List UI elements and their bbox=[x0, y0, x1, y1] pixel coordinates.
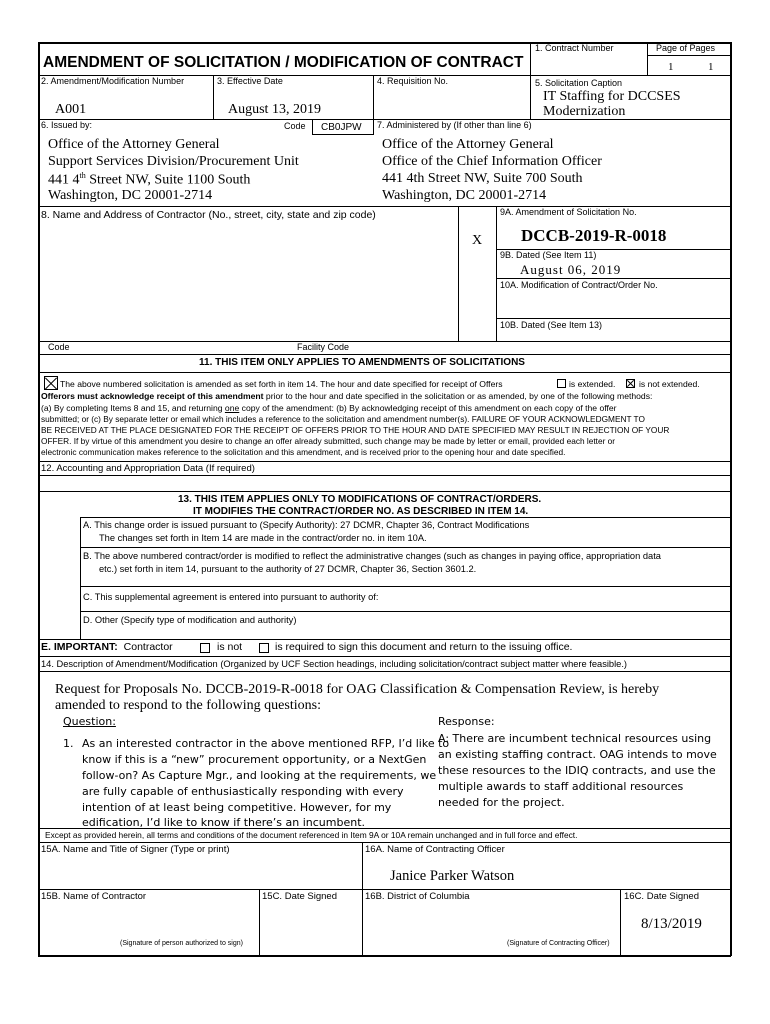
response-line5: needed for the project. bbox=[438, 796, 565, 809]
is-not-label: is not bbox=[217, 641, 243, 653]
item11-line6: OFFER. If by virtue of this amendment you desire to change an offer already submitted, such change may be made by letter or email, provided each letter or bbox=[41, 436, 616, 446]
is-required-label: is required to sign this document and return to the issuing office. bbox=[275, 641, 573, 653]
question-line3: follow-on? As Capture Mgr., and looking at the requirements, we bbox=[82, 769, 437, 782]
description-intro-line1: Request for Proposals No. DCCB-2019-R-0018 for OAG Classification & Compensation Review, is hereby bbox=[55, 682, 660, 697]
officer-date-label: 16C. Date Signed bbox=[624, 891, 699, 902]
response-line2: an existing staffing contract. OAG intends to move bbox=[438, 748, 717, 761]
question-line2: know if this is a “new” procurement opportunity, or a NextGen bbox=[82, 753, 427, 766]
is-not-extended-checkbox[interactable] bbox=[626, 379, 635, 388]
contractor-date-label: 15C. Date Signed bbox=[262, 891, 337, 902]
administered-by-label: 7. Administered by (If other than line 6) bbox=[377, 120, 532, 130]
dated-10b-label: 10B. Dated (See Item 13) bbox=[500, 320, 603, 330]
code-value: CB0JPW bbox=[321, 122, 362, 133]
item11-amended-checkbox[interactable] bbox=[44, 376, 58, 390]
facility-code-label: Facility Code bbox=[297, 342, 350, 352]
contractor-signature-caption: (Signature of person authorized to sign) bbox=[120, 940, 243, 947]
frame-left bbox=[38, 42, 40, 956]
item11-line5: BE RECEIVED AT THE PLACE DESIGNATED FOR THE RECEIPT OF OFFERS PRIOR TO THE HOUR AND DATE SPECIFIED MAY RESULT IN REJECTION OF YOUR bbox=[41, 425, 670, 435]
officer-date-value: 8/13/2019 bbox=[641, 916, 702, 932]
item13-a-line1: A. This change order is issued pursuant to (Specify Authority): 27 DCMR, Chapter 36, Contract Modifications bbox=[83, 520, 530, 530]
amendment-solicitation-label: 9A. Amendment of Solicitation No. bbox=[500, 207, 637, 217]
except-statement: Except as provided herein, all terms and conditions of the document referenced in Item 9A or 10A remain unchanged and in full force and effect. bbox=[45, 830, 578, 840]
item11-line4: submitted; or (c) By separate letter or email which includes a reference to the solicitation and amendment number(s). FAILURE OF YOUR ACKNOWLEDGMENT TO bbox=[41, 414, 645, 424]
amendment-number-label: 2. Amendment/Modification Number bbox=[41, 76, 185, 86]
question-number: 1. bbox=[63, 737, 74, 750]
item11-line2: Offerors must acknowledge receipt of this amendment prior to the hour and date specified in the solicitation or as amended, by one of the following methods: bbox=[41, 391, 653, 401]
issued-by-line2: Support Services Division/Procurement Unit bbox=[48, 154, 299, 169]
solicitation-caption-label: 5. Solicitation Caption bbox=[535, 78, 623, 88]
solicitation-caption-line2: Modernization bbox=[543, 104, 626, 119]
description-intro-line2: amended to respond to the following questions: bbox=[55, 698, 321, 713]
dated-9b-value: August 06, 2019 bbox=[520, 262, 622, 277]
item11-line7: electronic communication makes reference to the solicitation and this amendment, and is received prior to the opening hour and date specified. bbox=[41, 447, 566, 457]
contracting-officer-label: 16A. Name of Contracting Officer bbox=[365, 844, 505, 855]
item11-line1: The above numbered solicitation is amended as set forth in item 14. The hour and date specified for receipt of Offers bbox=[60, 379, 503, 389]
form-title: AMENDMENT OF SOLICITATION / MODIFICATION OF CONTRACT bbox=[43, 54, 524, 71]
item13-b-line2: etc.) set forth in item 14, pursuant to the authority of 27 DCMR, Chapter 36, Section 3601.2. bbox=[99, 564, 477, 574]
issued-by-line4: Washington, DC 20001-2714 bbox=[48, 188, 213, 203]
page-of-pages-label: Page of Pages bbox=[656, 43, 716, 53]
contractor-code-label: Code bbox=[48, 342, 70, 352]
frame-right bbox=[730, 42, 732, 956]
item13-c: C. This supplemental agreement is entered into pursuant to authority of: bbox=[83, 592, 379, 602]
contracting-officer-name: Janice Parker Watson bbox=[390, 868, 515, 884]
item13-heading2: IT MODIFIES THE CONTRACT/ORDER NO. AS DESCRIBED IN ITEM 14. bbox=[193, 506, 529, 517]
important-row: E. IMPORTANT: Contractor bbox=[41, 641, 173, 653]
response-header: Response: bbox=[438, 715, 495, 728]
is-required-checkbox[interactable] bbox=[259, 643, 269, 653]
question-line6: edification, I’d like to know if there’s an incumbent. bbox=[82, 816, 366, 829]
is-extended-checkbox[interactable] bbox=[557, 379, 566, 388]
issued-by-line1: Office of the Attorney General bbox=[48, 137, 220, 152]
admin-line3: 441 4th Street NW, Suite 700 South bbox=[382, 171, 583, 186]
question-line1: As an interested contractor in the above mentioned RFP, I’d like to bbox=[82, 737, 450, 750]
contractor-name-label: 15B. Name of Contractor bbox=[41, 891, 147, 902]
effective-date-value: August 13, 2019 bbox=[228, 102, 321, 117]
issued-by-line3: 441 4th Street NW, Suite 1100 South bbox=[48, 171, 251, 188]
admin-line2: Office of the Chief Information Officer bbox=[382, 154, 602, 169]
page-number: 1 bbox=[668, 61, 674, 73]
contract-number-label: 1. Contract Number bbox=[535, 43, 614, 53]
page-count: 1 bbox=[708, 61, 714, 73]
item13-a-line2: The changes set forth in Item 14 are made in the contract/order no. in item 10A. bbox=[99, 533, 427, 543]
question-line5: intention of at least being competitive. However, for my bbox=[82, 801, 392, 814]
dated-9b-label: 9B. Dated (See Item 11) bbox=[500, 250, 597, 260]
contractor-address-label: 8. Name and Address of Contractor (No., street, city, state and zip code) bbox=[41, 209, 376, 221]
item11-line3: (a) By completing Items 8 and 15, and returning one copy of the amendment: (b) By acknowledging receipt of this amendment on each copy of the offer bbox=[41, 403, 617, 413]
is-extended-label: is extended. bbox=[569, 379, 616, 389]
amendment-number-value: A001 bbox=[55, 102, 87, 117]
item13-heading1: 13. THIS ITEM APPLIES ONLY TO MODIFICATIONS OF CONTRACT/ORDERS. bbox=[178, 494, 542, 505]
solicitation-caption-line1: IT Staffing for DCCSES bbox=[543, 89, 681, 104]
admin-line4: Washington, DC 20001-2714 bbox=[382, 188, 547, 203]
accounting-data-label: 12. Accounting and Appropriation Data (If required) bbox=[41, 463, 255, 474]
question-header: Question: bbox=[63, 715, 116, 728]
issued-by-label: 6. Issued by: bbox=[41, 120, 93, 130]
effective-date-label: 3. Effective Date bbox=[217, 76, 283, 86]
item13-b-line1: B. The above numbered contract/order is modified to reflect the administrative changes (such as changes in paying office, appropriation data bbox=[83, 551, 661, 561]
question-line4: are fully capable of enthusiastically responding with every bbox=[82, 785, 404, 798]
response-line3: these resources to the IDIQ contracts, and use the bbox=[438, 764, 716, 777]
response-line1: A: There are incumbent technical resources using bbox=[438, 732, 712, 745]
amendment-x-mark: X bbox=[472, 233, 483, 248]
officer-signature-caption: (Signature of Contracting Officer) bbox=[507, 940, 610, 947]
item13-d: D. Other (Specify type of modification and authority) bbox=[83, 615, 297, 625]
is-not-extended-label: is not extended. bbox=[639, 379, 700, 389]
description-label: 14. Description of Amendment/Modification (Organized by UCF Section headings, including solicitation/contract subject matter where feasible.) bbox=[41, 659, 627, 669]
district-label: 16B. District of Columbia bbox=[365, 891, 470, 902]
requisition-label: 4. Requisition No. bbox=[377, 76, 449, 86]
modification-number-label: 10A. Modification of Contract/Order No. bbox=[500, 280, 658, 290]
amendment-solicitation-value: DCCB-2019-R-0018 bbox=[521, 226, 667, 245]
response-line4: multiple awards to staff additional resources bbox=[438, 780, 684, 793]
frame-top bbox=[38, 42, 731, 44]
is-not-checkbox[interactable] bbox=[200, 643, 210, 653]
admin-line1: Office of the Attorney General bbox=[382, 137, 554, 152]
code-label: Code bbox=[284, 121, 306, 131]
item11-heading: 11. THIS ITEM ONLY APPLIES TO AMENDMENTS OF SOLICITATIONS bbox=[199, 357, 525, 368]
signer-name-label: 15A. Name and Title of Signer (Type or print) bbox=[41, 844, 230, 855]
